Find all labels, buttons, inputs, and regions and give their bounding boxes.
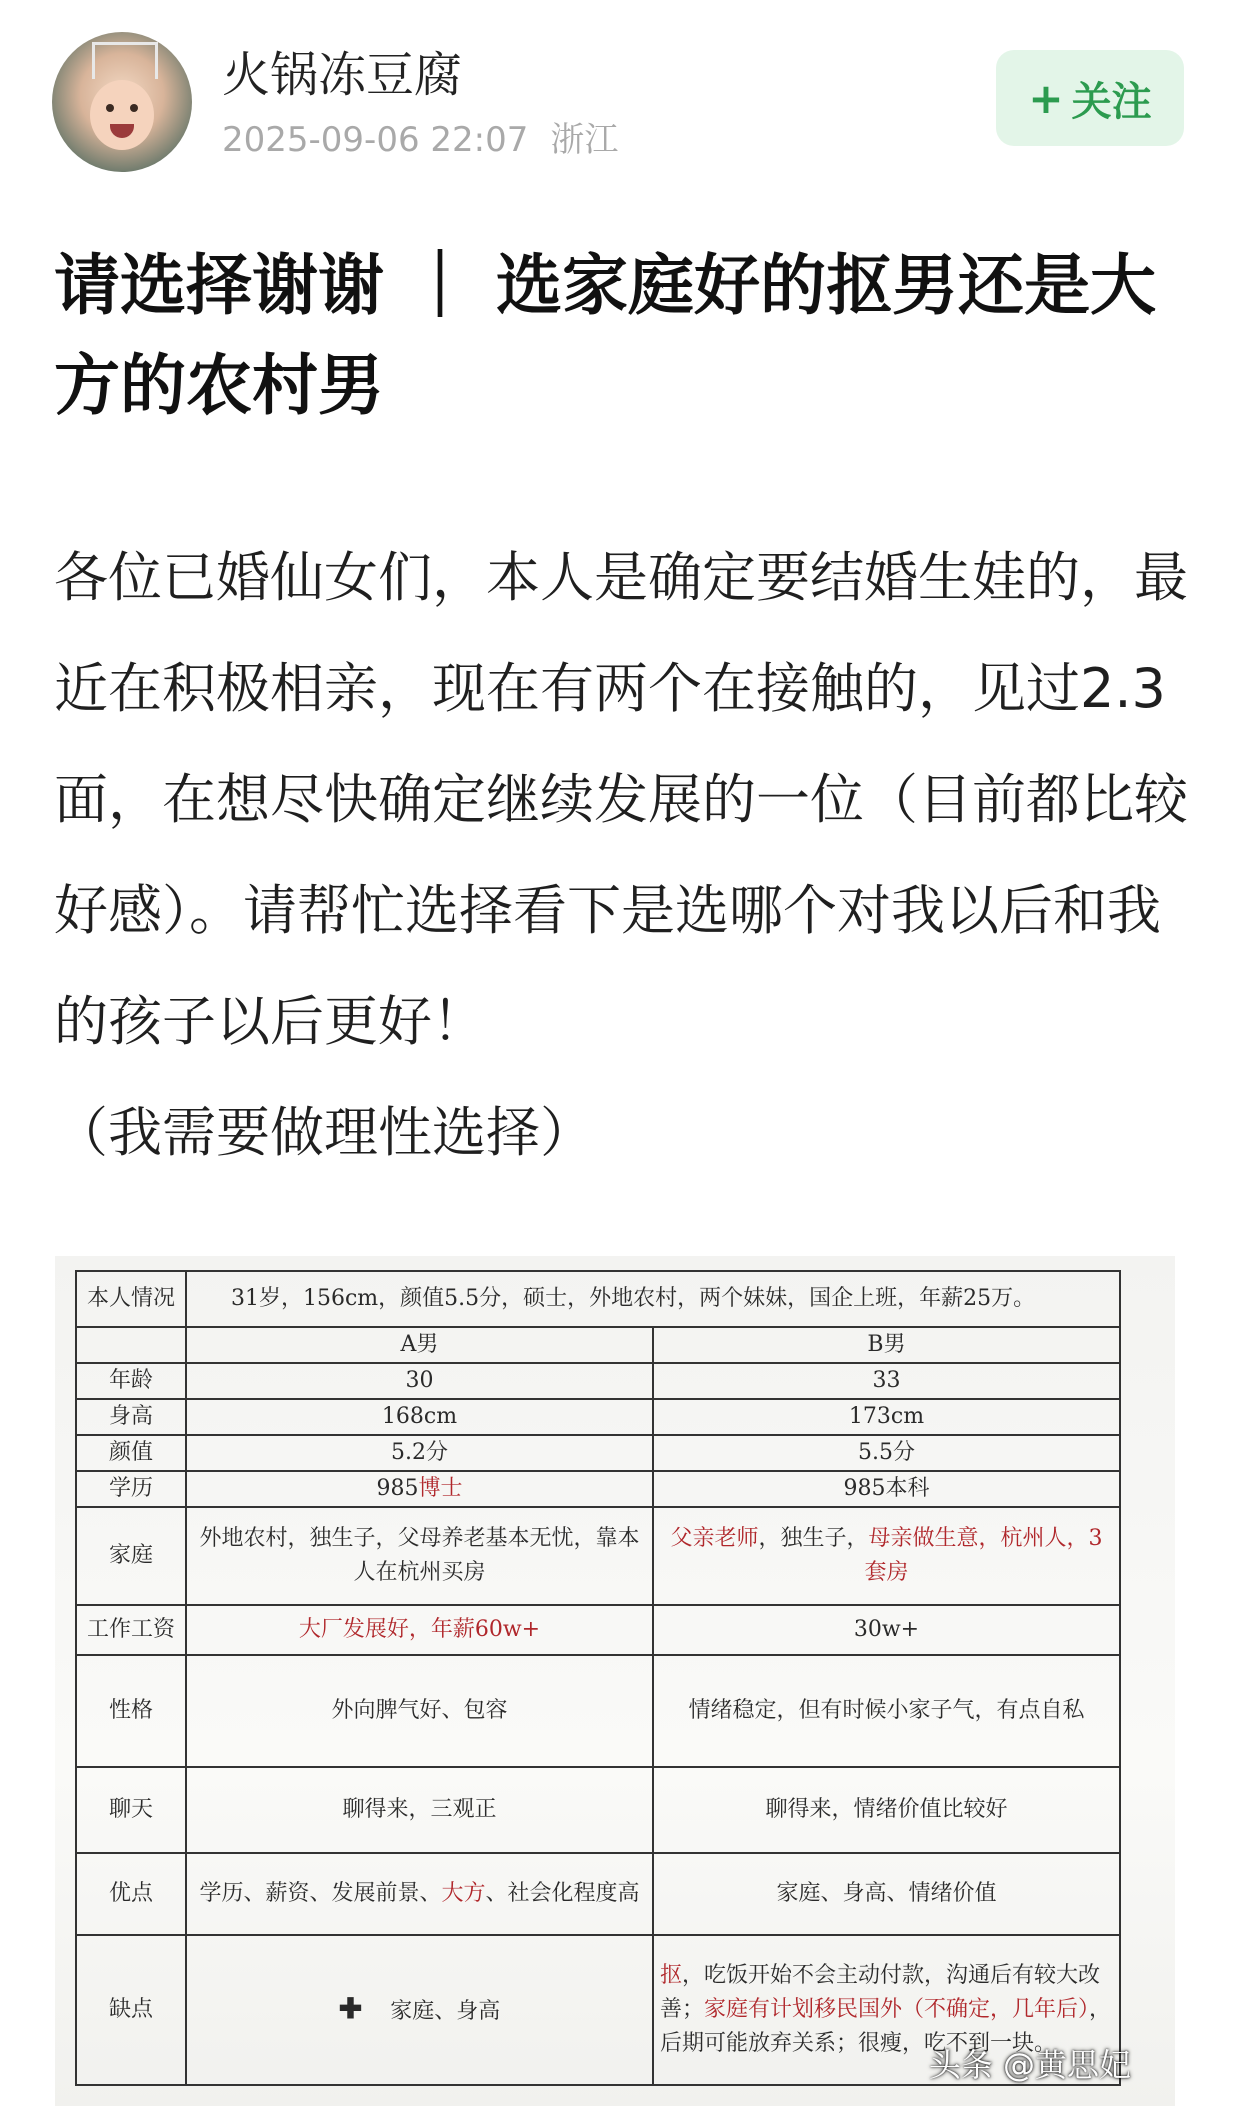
table-label: 工作工资 [76, 1605, 186, 1655]
author-name[interactable]: 火锅冻豆腐 [222, 47, 463, 103]
table-label: 颜值 [76, 1435, 186, 1471]
cell-a: 大厂发展好，年薪60w+ [186, 1605, 653, 1655]
avatar-face [90, 80, 154, 150]
cell-b: 情绪稳定，但有时候小家子气，有点自私 [653, 1655, 1120, 1767]
cell-a: 5.2分 [186, 1435, 653, 1471]
cell-a: 外地农村，独生子，父母养老基本无忧，靠本人在杭州买房 [186, 1507, 653, 1605]
cell-a: 168cm [186, 1399, 653, 1435]
post-header [0, 0, 1240, 200]
table-label: 性格 [76, 1655, 186, 1767]
cell-text: 家庭、身高 [390, 1998, 501, 2024]
cell-b: 聊得来，情绪价值比较好 [653, 1767, 1120, 1853]
watermark: 头条 @黄思妃 [928, 2046, 1131, 2084]
cell-b: 5.5分 [653, 1435, 1120, 1471]
cell-text-highlight: 母亲做生意，杭州人，3套房 [864, 1526, 1103, 1585]
table-header-empty [76, 1327, 186, 1363]
cell-text-highlight: 父亲老师 [670, 1526, 759, 1551]
post-location: 浙江 [550, 120, 619, 160]
cell-b: 家庭、身高、情绪价值 [653, 1853, 1120, 1935]
table-label: 年龄 [76, 1363, 186, 1399]
table-label: 本人情况 [76, 1271, 186, 1327]
plus-icon: + [1028, 73, 1064, 123]
table-label: 优点 [76, 1853, 186, 1935]
cell-a [186, 1853, 653, 1935]
cell-b: 30w+ [653, 1605, 1120, 1655]
comparison-table-image[interactable] [55, 1256, 1175, 2106]
cell-a: 外向脾气好、包容 [186, 1655, 653, 1767]
comparison-table [75, 1270, 1121, 2086]
cell-b: 985本科 [653, 1471, 1120, 1507]
table-header-b: B男 [653, 1327, 1120, 1363]
cell-text: 、社会化程度高 [485, 1881, 640, 1906]
cell-text-highlight: 博士 [418, 1476, 463, 1501]
follow-button[interactable] [996, 50, 1184, 146]
cell-text: ，后期可能放弃关系；很瘦，吃不到一块。 [660, 1997, 1112, 2056]
cell-a: 聊得来，三观正 [186, 1767, 653, 1853]
post-paragraph: 各位已婚仙女们，本人是确定要结婚生娃的，最近在积极相亲，现在有两个在接触的，见过2.3面，在想尽快确定继续发展的一位（目前都比较好感）。请帮忙选择看下是选哪个对我以后和我的孩子以后更好！ [54, 546, 1188, 1053]
cell-b: 33 [653, 1363, 1120, 1399]
cell-text-highlight: 家庭有计划移民国外（不确定，几年后） [704, 1997, 1090, 2022]
table-label: 家庭 [76, 1507, 186, 1605]
post-body [54, 522, 1194, 1188]
avatar[interactable] [52, 32, 192, 172]
cell-text: ，吃饭开始不会主动付款，沟通后有较大改善； [660, 1963, 1101, 2022]
post-meta [222, 112, 640, 161]
post-title: 请选择谢谢 ｜ 选家庭好的抠男还是大方的农村男 [54, 247, 1156, 424]
cell-b: 173cm [653, 1399, 1120, 1435]
cell-b [653, 1507, 1120, 1605]
table-label: 缺点 [76, 1935, 186, 2085]
cell-text: 985 [376, 1476, 419, 1501]
table-header-a: A男 [186, 1327, 653, 1363]
cell-text: 学历、薪资、发展前景、 [199, 1881, 442, 1906]
post-datetime: 2025-09-06 22:07 [222, 120, 529, 160]
cell-a [186, 1471, 653, 1507]
cell-text-highlight: 大方 [441, 1881, 486, 1906]
table-label: 聊天 [76, 1767, 186, 1853]
cell-a: 30 [186, 1363, 653, 1399]
follow-label: 关注 [1071, 78, 1152, 125]
cell-a [186, 1935, 653, 2085]
table-label: 学历 [76, 1471, 186, 1507]
intro-value: 31岁，156cm，颜值5.5分，硕士，外地农村，两个妹妹，国企上班，年薪25万。 [186, 1271, 1120, 1327]
post-paragraph: （我需要做理性选择） [54, 1101, 594, 1164]
crown-icon [92, 42, 158, 79]
cell-text: ，独生子， [758, 1526, 869, 1551]
cross-icon: ✚ [338, 1991, 363, 2025]
cell-text-highlight: 抠 [660, 1963, 683, 1988]
eye-icon [130, 104, 138, 112]
table-label: 身高 [76, 1399, 186, 1435]
eye-icon [106, 104, 114, 112]
